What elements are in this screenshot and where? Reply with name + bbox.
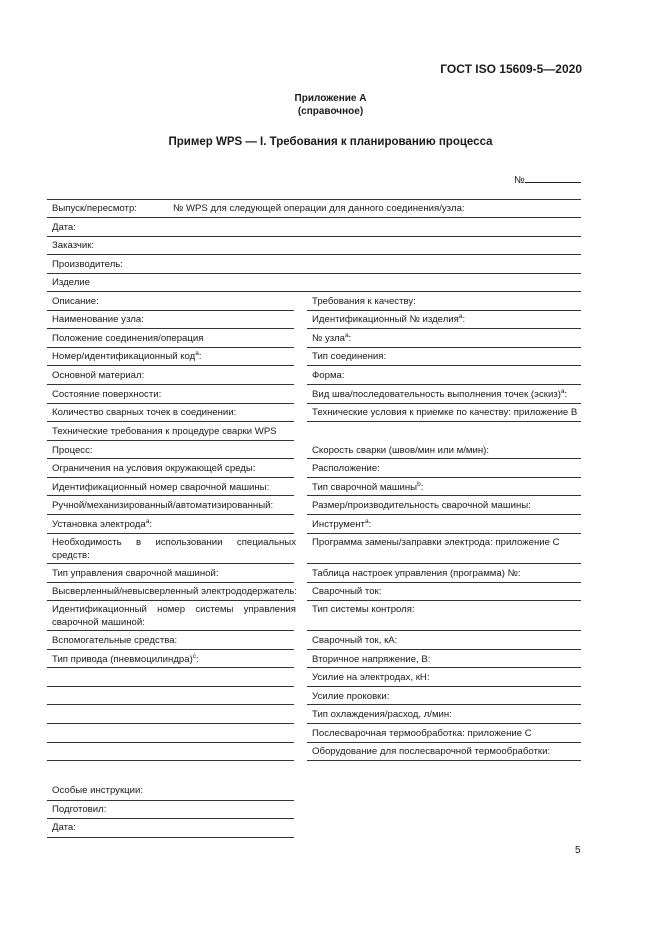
- right-row-rule: [307, 384, 581, 385]
- special-instructions-label: Особые инструкции:: [52, 785, 144, 796]
- aux-means-label: Вспомогательные средства:: [52, 635, 178, 646]
- left-row-rule: [47, 495, 294, 496]
- left-row-rule: [47, 649, 294, 650]
- base-material-label: Основной материал:: [52, 370, 145, 381]
- left-row-rule: [47, 365, 294, 366]
- joint-type-label: Тип соединения:: [312, 351, 387, 362]
- settings-table-label: Таблица настроек управления (программа) №:: [312, 568, 521, 579]
- row-rule: [47, 291, 581, 292]
- post-heat-label: Послесварочная термообработка: приложение С: [312, 728, 532, 739]
- acceptance-label: Технические условия к приемке по качеству: приложение В: [312, 407, 578, 418]
- node-number-label: № узла$^a$:: [312, 331, 352, 344]
- left-row-rule: [47, 742, 294, 743]
- joint-position-label: Положение соединения/операция: [52, 333, 204, 344]
- right-row-rule: [307, 421, 581, 422]
- assembly-name-label: Наименование узла:: [52, 314, 144, 325]
- bottom-row-rule: [47, 837, 294, 838]
- left-row-rule: [47, 723, 294, 724]
- right-row-rule: [307, 328, 581, 329]
- right-row-rule: [307, 533, 581, 534]
- holder-label: Высверленный/невысверленный электрододержатель:: [52, 586, 297, 597]
- control-system-id-label: Идентификационный номер системы управления сварочной машиной:: [52, 604, 296, 628]
- control-type-label: Тип управления сварочной машиной:: [52, 568, 219, 579]
- bottom-row-rule: [47, 800, 294, 801]
- left-row-rule: [47, 704, 294, 705]
- machine-id-label: Идентификационный номер сварочной машины:: [52, 482, 270, 493]
- surface-condition-label: Состояние поверхности:: [52, 389, 162, 400]
- revision-label: Выпуск/пересмотр:: [52, 203, 137, 214]
- appendix-heading: [0, 92, 661, 118]
- seam-type-label: Вид шва/последовательность выполнения точек (эскиз)$^a$:: [312, 387, 568, 400]
- quality-requirements-label: Требования к качеству:: [312, 296, 416, 307]
- weld-speed-label: Скорость сварки (швов/мин или м/мин):: [312, 445, 490, 456]
- row-rule: [47, 217, 581, 218]
- right-row-rule: [307, 704, 581, 705]
- right-row-rule: [307, 458, 581, 459]
- left-row-rule: [47, 630, 294, 631]
- document-code: ГОСТ ISO 15609-5—2020: [440, 62, 582, 76]
- tool-label: Инструмент$^a$:: [312, 517, 372, 530]
- left-row-rule: [47, 440, 294, 441]
- row-rule: [47, 236, 581, 237]
- page-title: Пример WPS — I. Требования к планированию процесса: [168, 136, 493, 148]
- wps-number-label: № WPS для следующей операции для данного соединения/узла:: [173, 203, 465, 214]
- right-row-rule: [307, 600, 581, 601]
- right-row-rule: [307, 403, 581, 404]
- drive-type-label: Тип привода (пневмоцилиндра)$^c$:: [52, 652, 199, 665]
- left-row-rule: [47, 477, 294, 478]
- form-label: Форма:: [312, 370, 345, 381]
- left-row-rule: [47, 563, 294, 564]
- left-row-rule: [47, 686, 294, 687]
- prepared-by-label: Подготовил:: [52, 804, 107, 815]
- left-row-rule: [47, 667, 294, 668]
- forging-force-label: Усилие проковки:: [312, 691, 390, 702]
- machine-type-label: Тип сварочной машины$^b$:: [312, 480, 424, 493]
- process-label: Процесс:: [52, 445, 93, 456]
- environment-label: Ограничения на условия окружающей среды:: [52, 463, 256, 474]
- electrode-program-label: Программа замены/заправки электрода: приложение С: [312, 537, 560, 548]
- machine-size-label: Размер/производительность сварочной машины:: [312, 500, 531, 511]
- form-top-rule: [47, 199, 581, 200]
- right-row-rule: [307, 495, 581, 496]
- welding-current-label: Сварочный ток:: [312, 586, 382, 597]
- left-row-rule: [47, 347, 294, 348]
- right-row-rule: [307, 310, 581, 311]
- right-row-rule: [307, 742, 581, 743]
- location-label: Расположение:: [312, 463, 380, 474]
- product-id-label: Идентификационный № изделия$^a$:: [312, 312, 466, 325]
- manufacturer-label: Производитель:: [52, 259, 123, 270]
- row-rule: [47, 254, 581, 255]
- row-rule: [47, 273, 581, 274]
- left-row-rule: [47, 582, 294, 583]
- right-row-rule: [307, 723, 581, 724]
- description-label: Описание:: [52, 296, 99, 307]
- right-row-rule: [307, 630, 581, 631]
- right-row-rule: [307, 686, 581, 687]
- electrode-setting-label: Установка электрода$^a$:: [52, 517, 153, 530]
- right-row-rule: [307, 365, 581, 366]
- right-row-rule: [307, 347, 581, 348]
- number-label: №: [514, 175, 525, 186]
- electrode-force-label: Усилие на электродах, кН:: [312, 672, 430, 683]
- secondary-voltage-label: Вторичное напряжение, В:: [312, 654, 431, 665]
- welding-current-ka-label: Сварочный ток, кА:: [312, 635, 398, 646]
- product-label: Изделие: [52, 277, 90, 288]
- right-row-rule: [307, 582, 581, 583]
- appendix-status: (справочное): [297, 106, 364, 117]
- document-number-field: [514, 173, 581, 186]
- right-row-rule: [307, 760, 581, 761]
- appendix-label: Приложение А: [294, 93, 367, 104]
- customer-label: Заказчик:: [52, 240, 95, 251]
- special-means-label: Необходимость в использовании специальных средств:: [52, 537, 296, 561]
- date-label: Дата:: [52, 222, 76, 233]
- cooling-label: Тип охлаждения/расход, л/мин:: [312, 709, 452, 720]
- left-row-rule: [47, 384, 294, 385]
- right-row-rule: [307, 477, 581, 478]
- left-row-rule: [47, 600, 294, 601]
- left-row-rule: [47, 458, 294, 459]
- right-row-rule: [307, 563, 581, 564]
- left-row-rule: [47, 760, 294, 761]
- bottom-date-label: Дата:: [52, 822, 76, 833]
- id-code-label: Номер/идентификационный код$^a$:: [52, 349, 202, 362]
- post-heat-equipment-label: Оборудование для послесварочной термообработки:: [312, 746, 551, 757]
- spot-count-label: Количество сварных точек в соединении:: [52, 407, 237, 418]
- procedure-header: Технические требования к процедуре сварки WPS: [52, 426, 277, 437]
- left-row-rule: [47, 514, 294, 515]
- right-row-rule: [307, 667, 581, 668]
- left-row-rule: [47, 328, 294, 329]
- bottom-row-rule: [47, 818, 294, 819]
- left-row-rule: [47, 533, 294, 534]
- number-blank: [525, 173, 581, 183]
- left-row-rule: [47, 421, 294, 422]
- page-number: 5: [575, 845, 581, 856]
- left-row-rule: [47, 403, 294, 404]
- left-row-rule: [47, 310, 294, 311]
- control-system-type-label: Тип системы контроля:: [312, 604, 415, 615]
- right-row-rule: [307, 514, 581, 515]
- right-row-rule: [307, 649, 581, 650]
- mode-label: Ручной/механизированный/автоматизированный:: [52, 500, 274, 511]
